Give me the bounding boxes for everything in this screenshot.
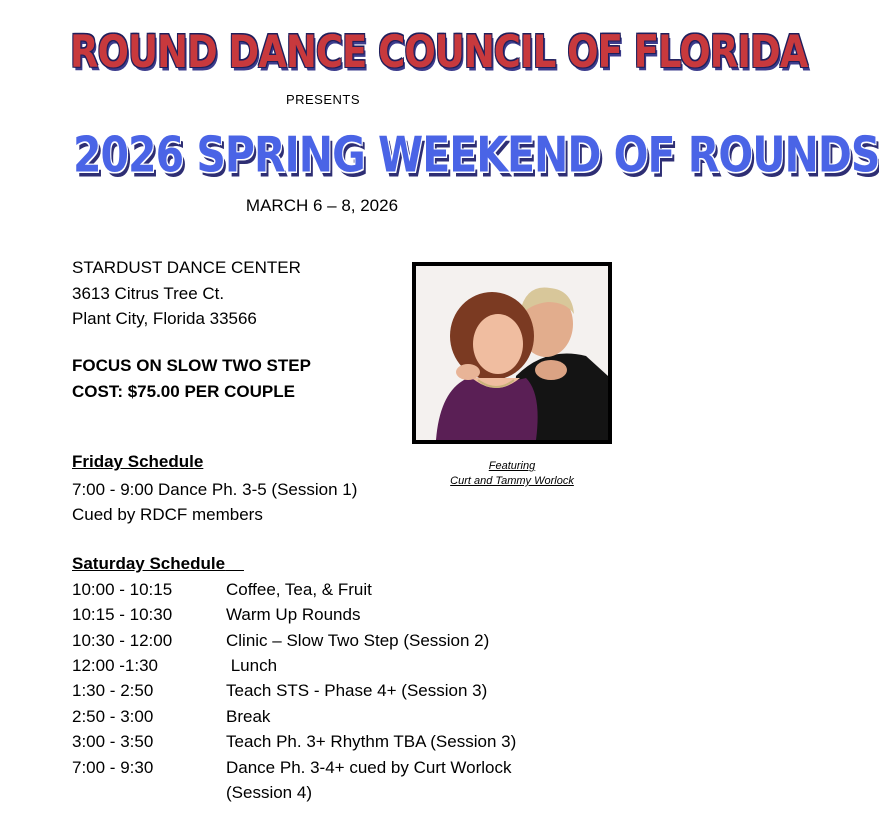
organization-title: ROUND DANCE COUNCIL OF FLORIDA: [70, 26, 808, 78]
featuring-names: Curt and Tammy Worlock: [450, 475, 574, 487]
schedule-activity: Warm Up Rounds: [226, 605, 361, 624]
couple-photo-illustration: [416, 266, 608, 440]
friday-line-2: Cued by RDCF members: [72, 505, 263, 524]
schedule-time: 10:00 - 10:15: [72, 580, 173, 599]
event-title: 2026 SPRING WEEKEND OF ROUNDS: [73, 126, 879, 184]
featured-couple-photo: [412, 262, 612, 444]
saturday-schedule-heading: [72, 554, 244, 574]
friday-schedule-heading: Friday Schedule: [72, 452, 204, 471]
schedule-activity: Lunch: [226, 656, 278, 675]
schedule-time: 2:50 - 3:00: [72, 707, 154, 726]
schedule-time: 1:30 - 2:50: [72, 681, 154, 700]
schedule-activity: Teach Ph. 3+ Rhythm TBA (Session 3): [226, 732, 517, 751]
schedule-activity: Teach STS - Phase 4+ (Session 3): [226, 681, 488, 700]
venue-street: 3613 Citrus Tree Ct.: [72, 284, 225, 303]
featuring-label: Featuring: [488, 460, 536, 472]
friday-line-1: 7:00 - 9:00 Dance Ph. 3-5 (Session 1): [72, 480, 358, 499]
focus-line: FOCUS ON SLOW TWO STEP: [72, 356, 311, 375]
schedule-time: 10:15 - 10:30: [72, 605, 173, 624]
event-dates-text: MARCH 6 – 8, 2026: [245, 196, 399, 215]
presents-label: PRESENTS: [285, 92, 361, 107]
schedule-time: 10:30 - 12:00: [72, 631, 173, 650]
cost-line: COST: $75.00 PER COUPLE: [72, 382, 295, 401]
saturday-heading-text: Saturday Schedule: [72, 554, 226, 573]
venue-name: STARDUST DANCE CENTER: [72, 258, 301, 277]
schedule-activity: Clinic – Slow Two Step (Session 2): [226, 631, 490, 650]
event-dates: [0, 196, 646, 216]
schedule-time: 3:00 - 3:50: [72, 732, 154, 751]
schedule-activity: (Session 4): [226, 783, 312, 802]
schedule-time: 12:00 -1:30: [72, 656, 159, 675]
schedule-activity: Coffee, Tea, & Fruit: [226, 580, 372, 599]
schedule-time: 7:00 - 9:30: [72, 758, 154, 777]
schedule-activity: Dance Ph. 3-4+ cued by Curt Worlock: [226, 758, 512, 777]
featuring-caption: [414, 459, 610, 489]
schedule-activity: Break: [226, 707, 271, 726]
venue-city: Plant City, Florida 33566: [72, 309, 257, 328]
